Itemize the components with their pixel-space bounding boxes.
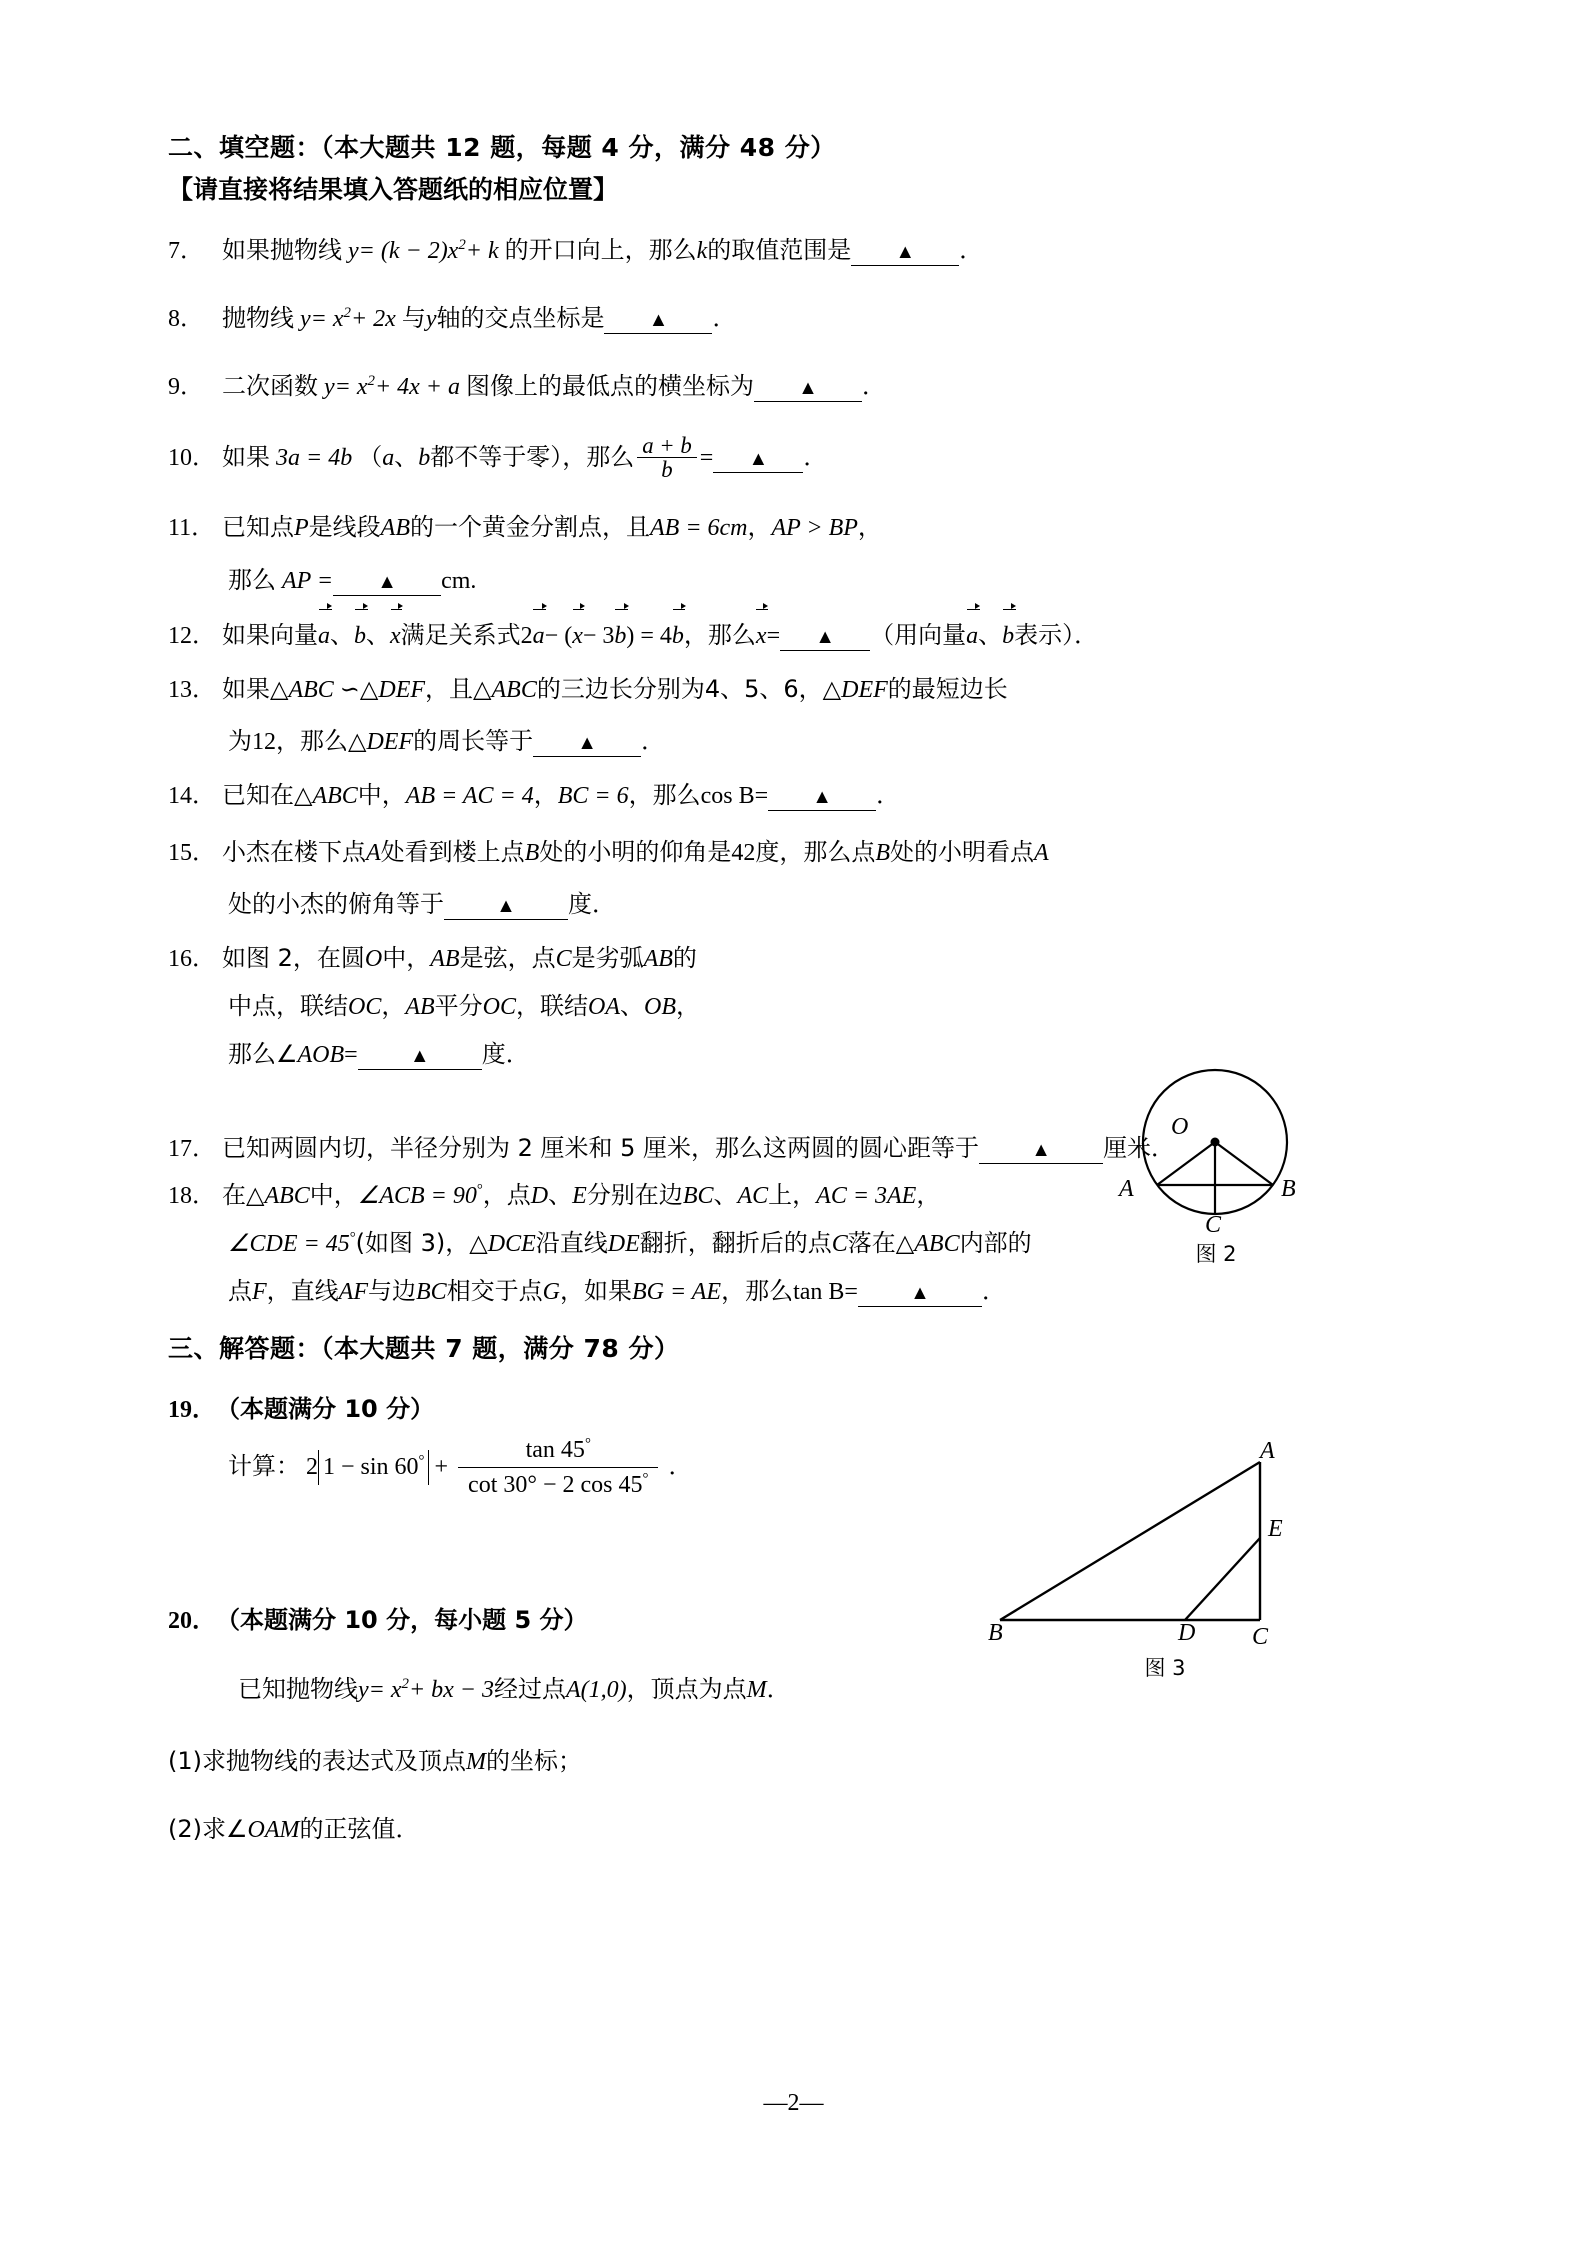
question-7-text-c: 的取值范围是 [707, 236, 852, 264]
question-12-text-d: （用向量 [870, 620, 967, 649]
page-footer [0, 2090, 1587, 2117]
triangle-icon: ▲ [409, 1045, 430, 1068]
question-7-period: ． [959, 238, 984, 264]
figure-3-label-D: D [1178, 1620, 1196, 1646]
question-20-stem-c: ，顶点为点 [626, 1674, 747, 1703]
question-15-text-e: 处的小明看点 [890, 837, 1035, 866]
question-10-eq1: 3a = 4b [276, 444, 353, 471]
question-18-tan-b: tan B [793, 1279, 845, 1306]
question-12-text-a: 如果向量 [222, 620, 318, 649]
question-18-point-c: C [831, 1230, 848, 1257]
figure-2-circle-diagram [1065, 1042, 1365, 1266]
question-13-number: 13． [168, 676, 216, 703]
question-7-number: 7． [168, 238, 204, 264]
question-9-eq-y: y [324, 374, 335, 401]
question-16-angle-aob: AOB [297, 1042, 345, 1069]
figure-3-triangle-diagram [960, 1438, 1360, 1680]
question-16-line3-b: 度． [481, 1040, 530, 1069]
question-9-answer-blank[interactable] [754, 375, 862, 402]
section-3-heading: 三、解答题：（本大题共 7 题，满分 78 分） [168, 1334, 680, 1364]
question-12-close-eq4: ) = 4 [626, 622, 672, 649]
question-19-plus: + [434, 1454, 449, 1481]
question-13-triangle-icon: △ [359, 674, 379, 703]
question-8-text-c: 轴的交点坐标是 [436, 304, 605, 333]
question-20-sub2-oam: OAM [247, 1816, 300, 1843]
numerator-text: tan 45 [525, 1437, 585, 1464]
question-18-line2-e: 落在△ [847, 1228, 915, 1257]
question-18-line3-b: ，直线 [266, 1277, 339, 1306]
vector-a-icon: a [318, 616, 330, 655]
question-13-side-lengths: 4、5、6 [704, 674, 799, 703]
segment-de [1185, 1538, 1260, 1620]
question-13-text-a: 如果△ [222, 674, 289, 703]
question-7-answer-blank[interactable] [851, 239, 959, 266]
question-20-sub1-text: (1)求抛物线的表达式及顶点 [168, 1746, 466, 1775]
question-16-line2-d: ，联结 [516, 992, 589, 1021]
question-10-text-b: 都不等于零），那么 [430, 442, 635, 471]
question-12-sep-3: 、 [978, 620, 1003, 649]
question-13-def-1: DEF [378, 676, 426, 703]
question-19-period: ． [668, 1454, 693, 1481]
question-10-period: ． [803, 444, 828, 471]
question-13-text-e: 的最短边长 [887, 674, 1008, 703]
question-20-stem-b: 经过点 [494, 1674, 566, 1703]
question-16-line2-c: 平分 [434, 992, 483, 1021]
radius-oa [1157, 1142, 1215, 1185]
question-11-segment-ab: AB [380, 515, 410, 542]
question-14-text-b: 中， [357, 781, 406, 810]
question-11-line2-text: 那么 [228, 565, 276, 594]
figure-2-label-A: A [1119, 1176, 1134, 1202]
question-16-circle-o: O [364, 945, 383, 972]
question-14-period: ． [876, 783, 901, 810]
question-14-cos-b: cos B [700, 783, 755, 810]
question-19-abs-expr [318, 1450, 429, 1484]
question-17-text-b: 厘米． [1103, 1134, 1176, 1163]
question-10 [168, 432, 1418, 484]
question-13-def-3: DEF [366, 729, 414, 756]
question-11-unit: cm. [441, 567, 477, 594]
vector-b-icon: b [354, 616, 366, 655]
question-18-number: 18． [168, 1182, 216, 1209]
triangle-icon: ▲ [377, 570, 397, 593]
degree-icon: ° [476, 1181, 483, 1198]
question-13-text-b: ，且△ [425, 674, 492, 703]
question-15-point-b-2: B [875, 839, 891, 866]
question-14-eq-2: BC = 6 [557, 783, 629, 810]
question-16-answer-blank[interactable] [358, 1043, 482, 1070]
question-20-eq-rest: = x [368, 1676, 402, 1703]
degree-icon: ° [584, 1436, 591, 1453]
question-11-ap-equals: AP = [282, 567, 334, 594]
question-20-sub1-tail: 的坐标； [486, 1746, 582, 1775]
question-18-point-f: F [252, 1279, 267, 1306]
question-10-var-b: b [418, 444, 431, 471]
question-20-number: 20． [168, 1608, 216, 1635]
question-18-point-e: E [572, 1182, 587, 1209]
question-20-point-m: M [746, 1676, 767, 1703]
question-18-abc: ABC [264, 1182, 310, 1209]
question-12-minus-3: − 3 [582, 622, 615, 649]
question-7-eq-tail: + k [465, 238, 499, 264]
triangle-icon: ▲ [895, 241, 916, 263]
question-16-oc-1: OC [348, 994, 382, 1021]
question-15-angle-deg: 42 [731, 839, 756, 866]
question-14-number: 14． [168, 783, 216, 810]
question-9-eq-tail: + 4x + a [374, 374, 460, 401]
question-14-eq-1: AB = AC = 4 [405, 783, 534, 810]
question-16-text-d: 是劣弧 [571, 943, 644, 972]
triangle-icon: ▲ [910, 1282, 930, 1305]
figure-2-label-C: C [1205, 1212, 1222, 1238]
degree-icon: ° [642, 1471, 649, 1488]
figure-3-label-B: B [988, 1620, 1003, 1646]
question-18-line2-b: (如图 3)，△ [355, 1228, 488, 1257]
question-18-dce: DCE [487, 1230, 536, 1257]
question-16-oa: OA [588, 994, 621, 1021]
question-18-sep-1: 、 [548, 1180, 573, 1209]
vector-a-2-icon: a [533, 616, 545, 655]
question-13-line2-c: 的周长等于 [413, 727, 534, 756]
figure-3-label-E: E [1268, 1516, 1283, 1542]
question-14-text-c: ，那么 [628, 781, 701, 810]
question-16-oc-2: OC [482, 994, 517, 1021]
question-8 [168, 300, 1418, 338]
question-20-sub-2 [168, 1811, 1418, 1849]
question-12-answer-blank[interactable] [780, 624, 870, 651]
question-11-eq-ap: AP > BP [771, 515, 858, 542]
question-9 [168, 368, 1418, 406]
question-12-number: 12． [168, 622, 216, 649]
question-18-answer-blank[interactable] [858, 1280, 982, 1307]
question-16-text-b: 中， [382, 943, 431, 972]
question-9-text-a: 二次函数 [222, 372, 318, 401]
question-20-sub2-text: (2)求∠ [168, 1814, 248, 1843]
question-20-point-a: A(1,0) [566, 1676, 627, 1703]
question-7-text-a: 如果抛物线 [222, 236, 342, 264]
question-18-line3-e: ，如果 [560, 1277, 633, 1306]
vector-b-2-icon: b [614, 616, 626, 655]
question-14-comma: ， [533, 781, 558, 810]
question-13-def-2: DEF [841, 676, 888, 703]
vector-a-3-icon: a [966, 616, 978, 655]
question-12-minus-paren: − ( [544, 622, 573, 649]
question-15-point-a: A [366, 839, 381, 866]
similar-icon: ∽ [339, 676, 360, 703]
question-7-exponent: 2 [458, 237, 466, 253]
degree-icon: ° [349, 1229, 356, 1246]
question-7-text-b: 的开口向上，那么 [504, 236, 697, 264]
question-15-text-c: 处的小明的仰角是 [539, 837, 732, 866]
question-11-comma-1: ， [747, 513, 772, 542]
question-15-number: 15． [168, 839, 216, 866]
question-7-eq-y: y [348, 238, 359, 264]
question-12-text-c: ，那么 [683, 620, 756, 649]
question-18-text-c: ，点 [482, 1180, 531, 1209]
question-16-line3-a: 那么∠ [228, 1040, 298, 1069]
section-2-subheading: 【请直接将结果填入答题纸的相应位置】 [168, 175, 619, 204]
figure-3-label-A: A [1260, 1438, 1275, 1464]
question-19-calc-label: 计算： [228, 1452, 300, 1481]
question-14 [168, 777, 1418, 815]
question-11 [168, 509, 1418, 599]
question-16-text-c: 是弦，点 [459, 943, 556, 972]
question-18-side-ac: AC [737, 1182, 769, 1209]
question-20-sub2-tail: 的正弦值． [299, 1814, 420, 1843]
question-11-answer-blank[interactable] [333, 569, 441, 596]
question-7 [168, 232, 1418, 270]
question-18-text-d: 分别在边 [586, 1180, 683, 1209]
question-20-eq-tail: + bx − 3 [408, 1676, 494, 1703]
question-8-period: ． [712, 306, 737, 333]
figure-3-svg [960, 1440, 1360, 1650]
question-18-line3-a: 点 [228, 1277, 252, 1306]
question-8-exponent: 2 [343, 305, 351, 322]
question-8-eq-tail: + 2x [350, 306, 396, 333]
question-15-text-b: 处看到楼上点 [380, 837, 525, 866]
question-12-coef-2: 2 [520, 622, 533, 649]
question-11-text-c: 的一个黄金分割点，且 [410, 513, 650, 542]
question-12-equals: = [766, 622, 781, 649]
question-8-eq-rest: = x [310, 306, 344, 333]
vector-x-icon: x [390, 616, 401, 655]
triangle-icon: ▲ [815, 625, 835, 648]
question-16-chord-ab: AB [430, 945, 460, 972]
fraction-numerator: a + b [642, 432, 692, 458]
question-13-text-d: ，△ [798, 674, 842, 703]
question-8-text-a: 抛物线 [222, 304, 294, 333]
question-16-line2-b: ， [381, 992, 406, 1021]
question-11-eq-ab: AB = 6cm [650, 515, 748, 542]
question-9-number: 9． [168, 374, 204, 401]
question-16-number: 16． [168, 945, 216, 972]
question-18-point-d: D [530, 1182, 549, 1209]
question-9-period: ． [862, 374, 886, 401]
question-18-angle-acb: ∠ACB = 90 [357, 1182, 477, 1209]
question-12-text-e: 表示）． [1014, 620, 1099, 649]
question-18-eq-bg: BG = AE [632, 1279, 722, 1306]
degree-icon: ° [418, 1453, 425, 1470]
question-9-eq-rest: = x [334, 374, 368, 401]
question-13-abc-1: ABC [288, 676, 334, 703]
question-16-line2-a: 中点，联结 [228, 992, 348, 1021]
question-12-sep-1: 、 [330, 620, 354, 649]
question-19-number: 19． [168, 1397, 216, 1424]
denominator-text: cot 30° − 2 cos 45 [468, 1472, 643, 1499]
question-15-text-d: 度，那么点 [755, 837, 876, 866]
question-18-line3-d: 相交于点 [446, 1277, 543, 1306]
question-14-equals: = [754, 783, 769, 810]
question-13-line2-a: 为 [228, 727, 252, 756]
question-13-text-c: 的三边长分别为 [536, 674, 705, 703]
question-15-line2-b: 度． [568, 889, 616, 918]
question-13 [168, 671, 1418, 761]
question-10-sep: 、 [394, 442, 419, 471]
question-16-point-c: C [555, 945, 572, 972]
question-20-sub1-m: M [466, 1748, 486, 1775]
question-8-answer-blank[interactable] [604, 307, 712, 334]
question-10-equals: = [699, 444, 714, 471]
question-18-line2-c: 沿直线 [535, 1228, 608, 1257]
fraction-numerator [458, 1433, 658, 1467]
question-20-exponent: 2 [401, 1675, 409, 1692]
question-13-num-12: 12 [252, 729, 276, 756]
question-18-point-g: G [542, 1279, 561, 1306]
question-18-text-a: 在△ [222, 1180, 265, 1209]
radius-ob [1215, 1142, 1273, 1185]
fraction-denominator [458, 1467, 658, 1500]
question-14-text-a: 已知在△ [222, 781, 313, 810]
vector-b-3-icon: b [672, 616, 684, 655]
side-ba [1000, 1462, 1260, 1620]
question-10-paren-open: （ [358, 442, 383, 471]
question-18-sep-2: 、 [713, 1180, 738, 1209]
question-10-text-a: 如果 [222, 442, 270, 471]
question-16-ob: OB [644, 994, 677, 1021]
question-18-angle-cde: ∠CDE = 45 [228, 1230, 350, 1257]
question-19 [168, 1391, 1418, 1429]
question-7-var: k [696, 238, 708, 264]
question-18-line2-d: 翻折，翻折后的点 [639, 1228, 832, 1257]
question-11-text-a: 已知点 [222, 513, 294, 542]
question-19-abs-inner: 1 − sin 60 [323, 1454, 419, 1481]
question-18-text-e: 上， [768, 1180, 817, 1209]
question-18-line-de: DE [607, 1230, 640, 1257]
question-18-equals: = [844, 1279, 858, 1306]
figure-2-caption: 图 2 [1195, 1242, 1237, 1266]
question-10-answer-blank[interactable] [713, 446, 803, 473]
question-17-text-a: 已知两圆内切，半径分别为 2 厘米和 5 厘米，那么这两圆的圆心距等于 [222, 1134, 980, 1163]
question-12 [168, 616, 1418, 655]
question-10-fraction [637, 434, 697, 483]
vector-x-2-icon: x [572, 616, 583, 655]
question-18-line-af: AF [338, 1279, 368, 1306]
question-15 [168, 834, 1418, 924]
triangle-icon: ▲ [496, 894, 516, 917]
question-18-side-bc: BC [682, 1182, 714, 1209]
triangle-icon: ▲ [748, 447, 769, 470]
question-12-text-b: 满足关系式 [400, 620, 521, 649]
question-10-number: 10． [168, 444, 216, 471]
page-number: —2— [763, 2090, 824, 2116]
question-16-text-e: 的 [672, 943, 697, 972]
figure-2-label-O: O [1171, 1114, 1189, 1140]
question-15-line2-a: 处的小杰的俯角等于 [228, 889, 444, 918]
question-16-arc-ab: AB [643, 945, 673, 972]
question-8-number: 8． [168, 306, 204, 333]
question-20-eq-y: y [358, 1676, 369, 1703]
question-18-eq-ac: AC = 3AE [816, 1182, 917, 1209]
question-7-eq-rest: = (k − 2)x [358, 238, 459, 264]
question-17-number: 17． [168, 1136, 216, 1163]
question-16-equals: = [344, 1042, 358, 1069]
question-8-var: y [425, 306, 437, 333]
question-19-coef: 2 [306, 1454, 318, 1481]
question-8-eq-y: y [300, 306, 311, 333]
question-8-text-b: 与 [401, 304, 426, 333]
triangle-icon: ▲ [1031, 1139, 1051, 1162]
question-18-abc-2: ABC [914, 1230, 960, 1257]
question-18-text-b: 中， [309, 1180, 358, 1209]
question-13-period: ． [641, 729, 666, 756]
question-20-stem-d: ． [766, 1674, 791, 1703]
question-11-point-p: P [294, 515, 309, 542]
question-14-abc: ABC [312, 783, 358, 810]
question-9-exponent: 2 [367, 373, 375, 390]
triangle-icon: ▲ [798, 377, 818, 400]
question-15-text-a: 小杰在楼下点 [222, 837, 366, 866]
question-18-line3-f: ，那么 [721, 1277, 794, 1306]
section-2-heading: 二、填空题：（本大题共 12 题，每题 4 分，满分 48 分） [168, 133, 836, 162]
question-11-number: 11． [168, 515, 216, 542]
question-14-answer-blank[interactable] [768, 784, 876, 811]
question-20-sub-1 [168, 1743, 1418, 1781]
question-16-sep: 、 [620, 992, 645, 1021]
question-10-var-a: a [382, 444, 395, 471]
question-15-answer-blank[interactable] [444, 893, 568, 920]
figure-3-label-C: C [1252, 1624, 1269, 1650]
question-18-line3-c: 与边 [368, 1277, 416, 1306]
question-20-stem-a: 已知抛物线 [238, 1674, 358, 1703]
question-18-side-bc-2: BC [416, 1279, 447, 1306]
vector-x-answer-icon: x [756, 616, 767, 655]
question-18-comma-1: ， [916, 1180, 941, 1209]
question-18-line2-f: 内部的 [959, 1228, 1032, 1257]
question-16-text-a: 如图 2，在圆 [222, 943, 365, 972]
question-9-text-b: 图像上的最低点的横坐标为 [466, 372, 754, 401]
question-16-ab-3: AB [405, 994, 435, 1021]
fraction-denominator: b [637, 457, 697, 482]
question-19-fraction [458, 1433, 658, 1500]
figure-3-caption: 图 3 [1144, 1656, 1186, 1680]
triangle-icon: ▲ [812, 786, 832, 809]
question-11-comma-2: ， [857, 513, 882, 542]
question-16-line2-e: ， [676, 992, 701, 1021]
question-11-text-b: 是线段 [308, 513, 381, 542]
question-12-sep-2: 、 [366, 620, 390, 649]
triangle-icon: ▲ [577, 732, 597, 755]
question-20-stem [168, 1671, 1418, 1709]
question-15-point-b: B [524, 839, 540, 866]
question-13-answer-blank[interactable] [533, 730, 641, 757]
vector-b-4-icon: b [1002, 616, 1014, 655]
question-13-abc-2: ABC [491, 676, 537, 703]
triangle-icon: ▲ [648, 309, 669, 332]
question-19-title: （本题满分 10 分） [216, 1395, 435, 1424]
question-20-title: （本题满分 10 分，每小题 5 分） [216, 1606, 588, 1635]
question-18-period: ． [981, 1279, 1006, 1306]
question-13-line2-b: ，那么△ [276, 727, 367, 756]
figure-2-label-B: B [1281, 1176, 1296, 1202]
question-15-point-a-2: A [1034, 839, 1049, 866]
